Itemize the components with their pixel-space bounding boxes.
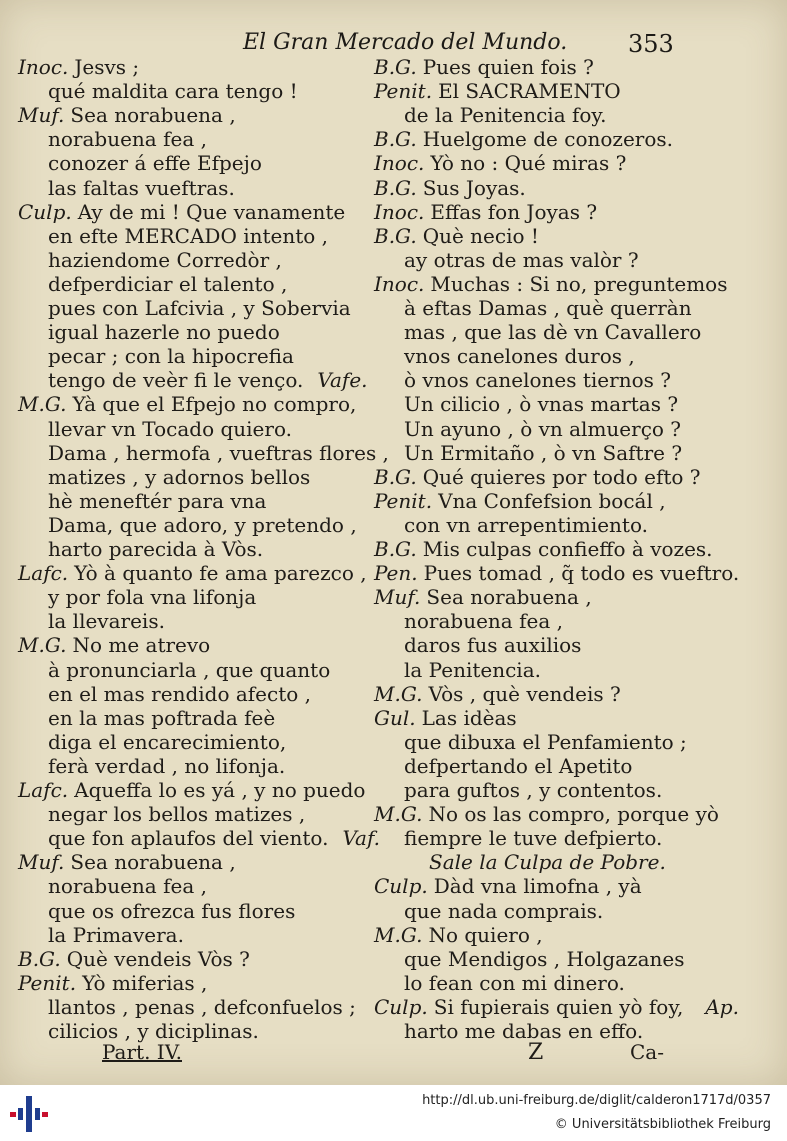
speaker-name: Inoc. <box>374 151 425 176</box>
speaker-name: B.G. <box>374 464 417 489</box>
verse-line <box>48 489 266 513</box>
speaker-name: Inoc. <box>374 271 425 296</box>
verse-line <box>404 826 662 850</box>
verse-text: qué maldita cara tengo ! <box>48 79 298 104</box>
verse-text: la llevareis. <box>48 609 165 634</box>
verse-text: conozer á effe Efpejo <box>48 151 262 176</box>
verse-text: tengo de veèr fi le venço. <box>48 368 304 393</box>
verse-line <box>48 923 184 947</box>
speaker-name: Muf. <box>18 850 65 875</box>
verse-line <box>48 368 368 392</box>
verse-line <box>404 730 687 754</box>
page-number: 353 <box>628 30 674 58</box>
verse-line <box>48 127 207 151</box>
verse-text: Qué quieres por todo efto ? <box>422 464 701 489</box>
verse-line <box>18 971 207 995</box>
verse-line <box>48 899 295 923</box>
verse-text: con vn arrepentimiento. <box>404 512 649 537</box>
verse-text: Un Ermitaño , ò vn Saftre ? <box>404 440 683 465</box>
verse-line <box>374 224 539 248</box>
verse-text: matizes , y adornos bellos <box>48 464 311 489</box>
verse-text: defperdiciar el talento , <box>48 271 288 296</box>
speaker-name: Muf. <box>374 585 421 610</box>
library-footer-bar <box>0 1085 787 1141</box>
verse-line <box>18 200 345 224</box>
verse-line <box>404 368 671 392</box>
verse-text: Dàd vna limofna , yà <box>433 874 642 899</box>
verse-text: ò vnos canelones tiernos ? <box>404 368 671 393</box>
verse-line <box>404 344 635 368</box>
verse-line <box>48 465 310 489</box>
verse-text: que dibuxa el Penfamiento ; <box>404 729 687 754</box>
verse-text: de la Penitencia foy. <box>404 103 607 128</box>
verse-line <box>404 513 648 537</box>
verse-text: Si fupierais quien yò foy, <box>433 994 684 1019</box>
verse-text: Pues quien fois ? <box>422 55 594 79</box>
verse-line <box>404 754 632 778</box>
verse-text: harto me dabas en effo. <box>404 1019 644 1043</box>
verse-line <box>18 778 365 802</box>
verse-text: No quiero , <box>428 922 543 947</box>
verse-text: lo fean con mi dinero. <box>404 970 625 995</box>
verse-line <box>374 585 592 609</box>
speaker-name: Culp. <box>374 874 428 899</box>
gathering-mark: Z <box>528 1040 544 1065</box>
verse-text: la Penitencia. <box>404 657 541 682</box>
verse-text: Muchas : Si no, preguntemos <box>430 271 728 296</box>
verse-text: fiempre le tuve defpierto. <box>404 826 663 851</box>
verse-text: para guftos , y contentos. <box>404 778 663 802</box>
verse-text: à pronunciarla , que quanto <box>48 657 331 682</box>
stage-direction: Sale la Culpa de Pobre. <box>429 850 666 875</box>
speaker-name: Culp. <box>374 994 428 1019</box>
verse-line <box>48 874 207 898</box>
verse-text: que os ofrezca fus flores <box>48 898 296 923</box>
verse-line <box>404 1019 643 1043</box>
verse-line <box>48 826 380 850</box>
verse-text: Huelgome de conozeros. <box>422 127 673 152</box>
signature-mark: Part. IV. <box>102 1040 182 1064</box>
speaker-name: Lafc. <box>18 778 69 802</box>
verse-line <box>48 682 311 706</box>
verse-text: Què vendeis Vòs ? <box>66 946 250 971</box>
verse-line <box>48 730 286 754</box>
stage-direction: Ap. <box>705 994 739 1019</box>
verse-text: Las idèas <box>421 705 517 730</box>
verse-line <box>374 272 727 296</box>
verse-line <box>48 537 263 561</box>
verse-text: defpertando el Apetito <box>404 753 633 778</box>
verse-text: Pues tomad , q̃ todo es vueftro. <box>423 561 740 586</box>
verse-line <box>48 79 298 103</box>
verse-text: Dama , hermofa , vueftras flores , <box>48 440 389 465</box>
verse-text: Sea norabuena , <box>70 103 236 128</box>
verse-line <box>404 441 682 465</box>
verse-line <box>374 923 543 947</box>
speaker-name: Gul. <box>374 705 416 730</box>
verse-line <box>18 103 236 127</box>
verse-line <box>404 899 603 923</box>
verse-line <box>48 224 328 248</box>
verse-text: Yò à quanto fe ama parezco , <box>74 561 367 586</box>
verse-line <box>48 995 356 1019</box>
verse-text: harto parecida à Vòs. <box>48 537 264 561</box>
verse-line <box>404 658 541 682</box>
verse-line <box>374 465 701 489</box>
verse-line <box>404 320 701 344</box>
verse-line <box>18 850 236 874</box>
stage-direction: Vaf. <box>342 826 381 851</box>
speaker-name: Lafc. <box>18 561 69 586</box>
verse-text: y por fola vna lifonja <box>48 585 257 610</box>
verse-text: El SACRAMENTO <box>438 79 621 104</box>
verse-text: pues con Lafcivia , y Sobervia <box>48 296 351 320</box>
verse-text: No os las compro, porque yò <box>428 802 719 827</box>
verse-line <box>48 248 282 272</box>
speaker-name: Inoc. <box>374 199 425 224</box>
verse-text: ferà verdad , no lifonja. <box>48 753 286 778</box>
running-title: El Gran Mercado del Mundo. <box>243 30 568 55</box>
speaker-name: B.G. <box>18 946 61 971</box>
verse-text: llantos , penas , defconfuelos ; <box>48 994 356 1019</box>
verse-line <box>404 609 563 633</box>
speaker-name: Inoc. <box>18 55 69 79</box>
speaker-name: B.G. <box>374 55 417 79</box>
verse-line <box>404 248 639 272</box>
verse-line <box>404 778 662 802</box>
verse-text: haziendome Corredòr , <box>48 247 282 272</box>
speaker-name: M.G. <box>374 802 423 827</box>
verse-line <box>48 706 275 730</box>
verse-text: vnos canelones duros , <box>404 344 635 369</box>
speaker-name: M.G. <box>374 681 423 706</box>
verse-line <box>18 392 356 416</box>
verse-line <box>404 971 625 995</box>
speaker-name: Penit. <box>374 79 433 104</box>
verse-text: que Mendigos , Holgazanes <box>404 946 685 971</box>
verse-text: la Primavera. <box>48 922 184 947</box>
verse-text: Un cilicio , ò vnas martas ? <box>404 392 679 417</box>
verse-text: Aqueffa lo es yá , y no puedo <box>74 778 366 802</box>
verse-line <box>48 344 294 368</box>
verse-text: que fon aplaufos del viento. <box>48 826 329 851</box>
speaker-name: M.G. <box>18 633 67 658</box>
catchword: Ca- <box>630 1040 664 1064</box>
verse-line <box>374 874 642 898</box>
speaker-name: M.G. <box>18 392 67 417</box>
speaker-name: Culp. <box>18 199 72 224</box>
verse-line <box>48 658 330 682</box>
verse-line <box>374 489 666 513</box>
verse-line <box>404 296 692 320</box>
verse-text: mas , que las dè vn Cavallero <box>404 320 702 345</box>
verse-text: Sus Joyas. <box>422 175 526 200</box>
verse-line <box>374 561 739 585</box>
verse-line <box>404 103 606 127</box>
speaker-name: Penit. <box>374 488 433 513</box>
verse-text: Sea norabuena , <box>70 850 236 875</box>
verse-line <box>374 127 673 151</box>
verse-line <box>374 995 739 1019</box>
verse-line <box>48 272 287 296</box>
verse-line <box>18 561 367 585</box>
verse-text: en la mas poftrada feè <box>48 705 276 730</box>
verse-text: negar los bellos matizes , <box>48 802 306 827</box>
verse-line <box>374 682 621 706</box>
speaker-name: B.G. <box>374 223 417 248</box>
verse-line <box>18 55 139 79</box>
verse-line <box>48 320 280 344</box>
verse-line <box>48 441 389 465</box>
verse-line <box>374 200 597 224</box>
verse-line <box>404 392 678 416</box>
verse-text: Ay de mi ! Que vanamente <box>77 199 346 224</box>
speaker-name: B.G. <box>374 175 417 200</box>
verse-line <box>374 79 621 103</box>
speaker-name: Pen. <box>374 561 418 586</box>
verse-line <box>374 537 713 561</box>
verse-text: las faltas vueftras. <box>48 175 235 200</box>
verse-line <box>374 706 517 730</box>
verse-text: Dama, que adoro, y pretendo , <box>48 512 357 537</box>
verse-text: Què necio ! <box>422 223 539 248</box>
verse-text: en el mas rendido afecto , <box>48 681 312 706</box>
verse-line <box>18 947 250 971</box>
verse-text: llevar vn Tocado quiero. <box>48 416 292 441</box>
verse-line <box>48 609 165 633</box>
verse-line <box>18 633 210 657</box>
document-url[interactable]: http://dl.ub.uni-freiburg.de/diglit/calderon1717d/0357 <box>422 1093 771 1108</box>
verse-text: hè meneftér para vna <box>48 488 267 513</box>
ub-freiburg-logo-icon <box>8 1094 50 1134</box>
speaker-name: B.G. <box>374 537 417 561</box>
verse-text: Effas fon Joyas ? <box>430 199 598 224</box>
verse-text: Yò no : Qué miras ? <box>430 151 627 176</box>
copyright-notice: © Universitätsbibliothek Freiburg <box>554 1117 771 1132</box>
verse-line <box>48 296 351 320</box>
verse-text: daros fus auxilios <box>404 633 582 658</box>
speaker-name: Muf. <box>18 103 65 128</box>
verse-text: Un ayuno , ò vn almuerço ? <box>404 416 682 441</box>
verse-line <box>429 850 666 874</box>
verse-text: norabuena fea , <box>48 127 207 152</box>
verse-line <box>374 55 594 79</box>
verse-line <box>374 151 626 175</box>
verse-text: pecar ; con la hipocrefia <box>48 344 294 369</box>
verse-text: Jesvs ; <box>74 55 140 79</box>
stage-direction: Vafe. <box>317 368 368 393</box>
verse-text: diga el encarecimiento, <box>48 729 287 754</box>
verse-text: Yà que el Efpejo no compro, <box>72 392 357 417</box>
verse-text: Mis culpas confieffo à vozes. <box>422 537 713 561</box>
verse-text: No me atrevo <box>72 633 211 658</box>
verse-line <box>48 585 256 609</box>
verse-line <box>48 151 262 175</box>
verse-line <box>374 176 526 200</box>
verse-text: ay otras de mas valòr ? <box>404 247 639 272</box>
speaker-name: Penit. <box>18 970 77 995</box>
verse-line <box>48 176 235 200</box>
verse-line <box>48 417 292 441</box>
verse-text: que nada comprais. <box>404 898 604 923</box>
verse-text: Vna Confefsion bocál , <box>438 488 666 513</box>
speaker-name: M.G. <box>374 922 423 947</box>
verse-text: Sea norabuena , <box>426 585 592 610</box>
verse-line <box>404 633 581 657</box>
verse-text: en efte MERCADO intento , <box>48 223 329 248</box>
speaker-name: B.G. <box>374 127 417 152</box>
verse-text: à eftas Damas , què querràn <box>404 296 692 320</box>
verse-text: norabuena fea , <box>404 609 563 634</box>
verse-line <box>48 802 305 826</box>
verse-line <box>404 417 681 441</box>
verse-text: norabuena fea , <box>48 874 207 899</box>
verse-text: cilicios , y diciplinas. <box>48 1019 259 1043</box>
verse-line <box>374 802 719 826</box>
verse-line <box>404 947 685 971</box>
verse-text: igual hazerle no puedo <box>48 320 280 345</box>
verse-text: Vòs , què vendeis ? <box>428 681 621 706</box>
verse-text: Yò miferias , <box>82 970 208 995</box>
verse-line <box>48 754 285 778</box>
verse-line <box>48 513 357 537</box>
